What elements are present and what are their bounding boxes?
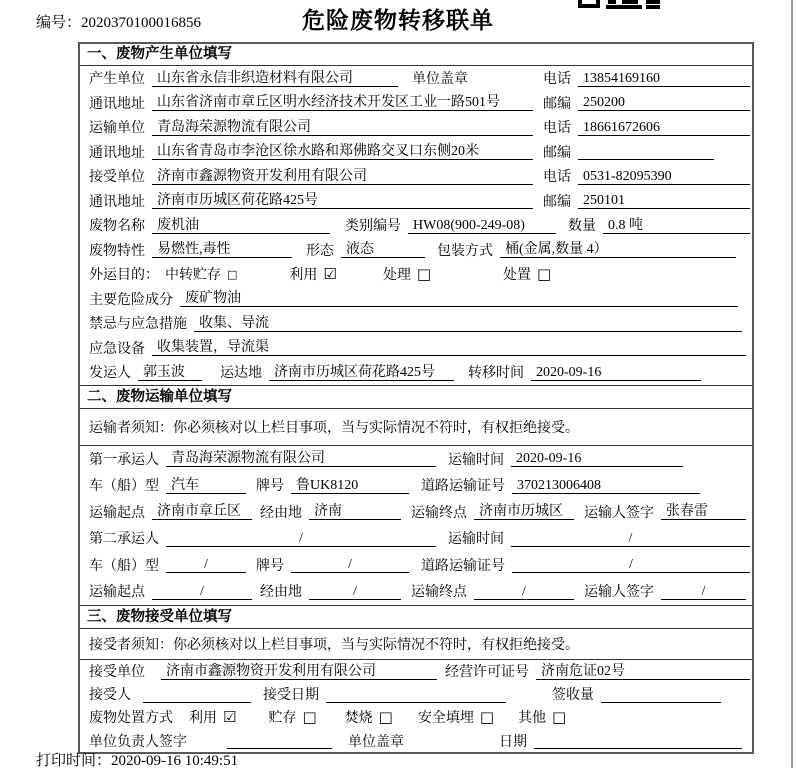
- accept-date-value: [326, 686, 506, 703]
- producer-zip-label: 邮编: [543, 96, 571, 112]
- accept-date-label: 接受日期: [263, 688, 319, 704]
- via2-value: /: [309, 583, 401, 600]
- transport-time2-value: /: [511, 530, 750, 547]
- row-first-carrier: [80, 446, 752, 473]
- second-carrier-value: /: [166, 530, 436, 547]
- road-permit2-value: /: [512, 556, 750, 573]
- option-landfill-label: 安全填埋: [417, 711, 474, 727]
- origin2-label: 运输起点: [89, 585, 145, 601]
- road-permit1-value: 370213006408: [512, 477, 700, 494]
- qr-block: [622, 0, 638, 4]
- plate-number2-label: 牌号: [256, 558, 284, 574]
- unit-seal-label: 单位盖章: [412, 72, 468, 88]
- packaging-value: 桶(金属,数量 4）: [500, 241, 736, 258]
- receiver-phone-label: 电话: [543, 170, 571, 186]
- checkbox-incinerate: □: [378, 707, 393, 726]
- road-permit1-label: 道路运输证号: [421, 479, 505, 495]
- vehicle-type1-value: 汽车: [166, 477, 246, 494]
- row-route2: [80, 578, 752, 605]
- row-receiver-address-left: [89, 191, 543, 211]
- date-label: 日期: [499, 734, 527, 750]
- receiver-zip-label: 邮编: [543, 194, 571, 210]
- row-emergency-measures: [80, 311, 752, 336]
- plate-number1-label: 牌号: [256, 479, 284, 495]
- waste-name-label: 废物名称: [89, 219, 145, 235]
- receiver-phone-value: 0531-82095390: [578, 168, 750, 185]
- qr-finder-block: [578, 0, 600, 8]
- endpoint1-value: 济南市历城区: [474, 503, 574, 520]
- checkbox-other: □: [552, 707, 567, 726]
- producer-unit-label: 产生单位: [89, 72, 145, 88]
- option-other-label: 其他: [518, 711, 547, 727]
- row-receiver-unit: [80, 164, 752, 189]
- row-producer-unit: [80, 66, 752, 91]
- row-outbound-purpose: [80, 262, 752, 287]
- row-transporter-address: [80, 140, 752, 165]
- transfer-time-label: 转移时间: [468, 366, 524, 382]
- category-code-label: 类别编号: [345, 219, 401, 235]
- transfer-time-value: 2020-09-16: [531, 364, 701, 381]
- hazard-component-value: 废矿物油: [180, 290, 738, 307]
- checkbox-store: □: [302, 707, 317, 726]
- origin1-value: 济南市章丘区: [152, 503, 252, 520]
- transporter-zip-value: [578, 143, 714, 160]
- form-state-label: 形态: [306, 243, 334, 259]
- checkbox-utilize: ☑: [323, 264, 337, 283]
- row-producer-address-left: [89, 93, 543, 113]
- producer-address-label: 通讯地址: [89, 96, 145, 112]
- section1-header: 一、废物产生单位填写: [80, 44, 752, 66]
- disposal-method-label: 废物处置方式: [89, 711, 173, 727]
- row-transporter-address-left: [89, 142, 543, 162]
- vehicle-type2-label: 车（船）型: [89, 558, 159, 574]
- row-hazard-component: [80, 287, 752, 312]
- license-number-label: 经营许可证号: [445, 665, 529, 681]
- producer-unit-value: 山东省永信非织造材料有限公司: [152, 70, 398, 87]
- row-producer-address: [80, 91, 752, 116]
- emergency-equipment-label: 应急设备: [89, 341, 145, 357]
- row-route1: [80, 499, 752, 526]
- responsible-sign-label: 单位负责人签字: [89, 734, 187, 750]
- option-incinerate-label: 焚烧: [344, 711, 373, 727]
- row-disposal-method: [80, 706, 752, 729]
- row-acceptor: [80, 683, 752, 706]
- checkbox-dispose: □: [537, 264, 552, 283]
- row-receiver-address-right: [543, 191, 750, 211]
- packaging-label: 包装方式: [437, 243, 493, 259]
- row-emergency-equipment: [80, 336, 752, 361]
- emergency-measures-label: 禁忌与应急措施: [89, 317, 187, 333]
- transport-time1-label: 运输时间: [448, 452, 504, 468]
- section2-header: 二、废物运输单位填写: [80, 385, 752, 409]
- serial-label: 编号：: [36, 15, 82, 31]
- row-transporter-unit: [80, 115, 752, 140]
- form-state-value: 液态: [341, 241, 425, 258]
- waste-property-value: 易燃性,毒性: [152, 241, 292, 258]
- vehicle-type2-value: /: [166, 556, 246, 573]
- endpoint1-label: 运输终点: [411, 505, 467, 521]
- qr-block: [606, 5, 642, 9]
- producer-phone-value: 13854169160: [578, 70, 750, 87]
- row-vehicle-type1: [80, 472, 752, 499]
- row-producer-address-right: [543, 93, 750, 113]
- row-transporter-left: [89, 117, 543, 137]
- transporter-address-label: 通讯地址: [89, 145, 145, 161]
- transporter-phone-value: 18661672606: [578, 119, 750, 136]
- carrier-sign1-label: 运输人签字: [584, 505, 654, 521]
- checkbox-landfill: □: [479, 707, 495, 726]
- page-right-edge: [791, 0, 793, 768]
- vehicle-type1-label: 车（船）型: [89, 479, 159, 495]
- transporter-zip-label: 邮编: [543, 145, 571, 161]
- transporter-unit-value: 青岛海荣源物流有限公司: [152, 119, 533, 136]
- carrier-sign2-label: 运输人签字: [584, 585, 654, 601]
- transport-time2-label: 运输时间: [448, 532, 504, 548]
- waste-name-value: 废机油: [152, 217, 330, 234]
- checkbox-transfer-storage: □: [227, 267, 238, 281]
- accept-unit-label: 接受单位: [89, 665, 145, 681]
- accept-unit-value: 济南市鑫源物资开发利用有限公司: [161, 663, 437, 680]
- row-accept-unit: [80, 660, 752, 683]
- outbound-purpose-label: 外运目的：: [89, 268, 159, 284]
- row-receiver-address: [80, 189, 752, 214]
- receiver-zip-value: 250101: [578, 192, 750, 209]
- acceptor-value: [143, 686, 251, 703]
- carrier-sign1-value: 张春雷: [661, 503, 746, 520]
- quantity-label: 数量: [568, 219, 596, 235]
- transporter-address-value: 山东省青岛市李沧区徐水路和郑佛路交叉口东侧20米: [152, 143, 533, 160]
- receiver-notice: 接受者须知：你必须核对以上栏目事项，当与实际情况不符时，有权拒绝接受。: [80, 629, 752, 660]
- option-transfer-storage-label: 中转贮存: [165, 268, 221, 284]
- received-quantity-label: 签收量: [552, 688, 594, 704]
- second-carrier-label: 第二承运人: [89, 532, 159, 548]
- destination-label: 运达地: [220, 366, 262, 382]
- row-vehicle-type2: [80, 552, 752, 579]
- option-dispose-label: 处置: [503, 268, 532, 284]
- producer-address-value: 山东省济南市章丘区明水经济技术开发区工业一路501号: [152, 94, 533, 111]
- emergency-equipment-value: 收集装置，导流渠: [152, 339, 746, 356]
- checkbox-utilize2: ☑: [223, 707, 237, 726]
- received-quantity-value: [601, 686, 721, 703]
- via2-label: 经由地: [260, 585, 302, 601]
- transporter-phone-label: 电话: [543, 121, 571, 137]
- consignor-value: 郭玉波: [138, 364, 202, 381]
- option-utilize-label: 利用: [289, 268, 318, 284]
- print-time-label: 打印时间：: [36, 753, 112, 769]
- print-time: [36, 749, 238, 770]
- responsible-sign-value: [227, 732, 332, 749]
- qr-block: [646, 5, 660, 9]
- transport-time1-value: 2020-09-16: [511, 450, 683, 467]
- option-utilize2-label: 利用: [189, 711, 217, 727]
- receiver-unit-label: 接受单位: [89, 170, 145, 186]
- row-receiver-left: [89, 166, 543, 186]
- via1-label: 经由地: [260, 505, 302, 521]
- quantity-value: 0.8 吨: [603, 217, 750, 234]
- license-number-value: 济南危证02号: [536, 663, 750, 680]
- date-value: [534, 732, 742, 749]
- road-permit2-label: 道路运输证号: [421, 558, 505, 574]
- option-treat-label: 处理: [382, 268, 411, 284]
- plate-number1-value: 鲁UK8120: [291, 477, 409, 494]
- consignor-label: 发运人: [89, 366, 131, 382]
- endpoint2-label: 运输终点: [411, 585, 467, 601]
- qr-block: [608, 0, 616, 4]
- first-carrier-value: 青岛海荣源物流有限公司: [166, 450, 436, 467]
- origin1-label: 运输起点: [89, 505, 145, 521]
- producer-zip-value: 250200: [578, 94, 750, 111]
- page-title: 危险废物转移联单: [302, 7, 494, 33]
- transporter-unit-label: 运输单位: [89, 121, 145, 137]
- row-waste-name: [80, 213, 752, 238]
- qr-block: [646, 0, 660, 4]
- section3-header: 三、废物接受单位填写: [80, 605, 752, 629]
- checkbox-treat: □: [416, 264, 432, 283]
- destination-value: 济南市历城区荷花路425号: [269, 364, 454, 381]
- endpoint2-value: /: [474, 583, 574, 600]
- producer-phone-label: 电话: [543, 72, 571, 88]
- waste-property-label: 废物特性: [89, 243, 145, 259]
- option-store-label: 贮存: [268, 711, 297, 727]
- row-producer-left: [89, 68, 543, 88]
- row-transporter-right: [543, 117, 750, 137]
- plate-number2-value: /: [291, 556, 409, 573]
- row-producer-right: [543, 68, 750, 88]
- receiver-unit-value: 济南市鑫源物资开发利用有限公司: [152, 168, 533, 185]
- first-carrier-label: 第一承运人: [89, 452, 159, 468]
- category-code-value: HW08(900-249-08): [408, 217, 556, 234]
- carrier-sign2-value: /: [661, 583, 746, 600]
- row-receiver-right: [543, 166, 750, 186]
- receiver-address-value: 济南市历城区荷花路425号: [152, 192, 533, 209]
- transporter-notice: 运输者须知：你必须核对以上栏目事项，当与实际情况不符时，有权拒绝接受。: [80, 409, 752, 446]
- hazard-component-label: 主要危险成分: [89, 292, 173, 308]
- qr-code-fragment-icon: [578, 0, 662, 9]
- row-waste-property: [80, 238, 752, 263]
- origin2-value: /: [152, 583, 252, 600]
- receiver-address-label: 通讯地址: [89, 194, 145, 210]
- unit-seal2-label: 单位盖章: [348, 734, 404, 750]
- emergency-measures-value: 收集、导流: [194, 315, 742, 332]
- row-second-carrier: [80, 525, 752, 552]
- manifest-form: [78, 42, 754, 754]
- row-consignor: [80, 360, 752, 385]
- via1-value: 济南: [309, 503, 401, 520]
- acceptor-label: 接受人: [89, 688, 131, 704]
- row-transporter-address-right: [543, 142, 750, 162]
- serial-value: 2020370100016856: [81, 15, 202, 31]
- print-time-value: 2020-09-16 10:49:51: [111, 753, 239, 769]
